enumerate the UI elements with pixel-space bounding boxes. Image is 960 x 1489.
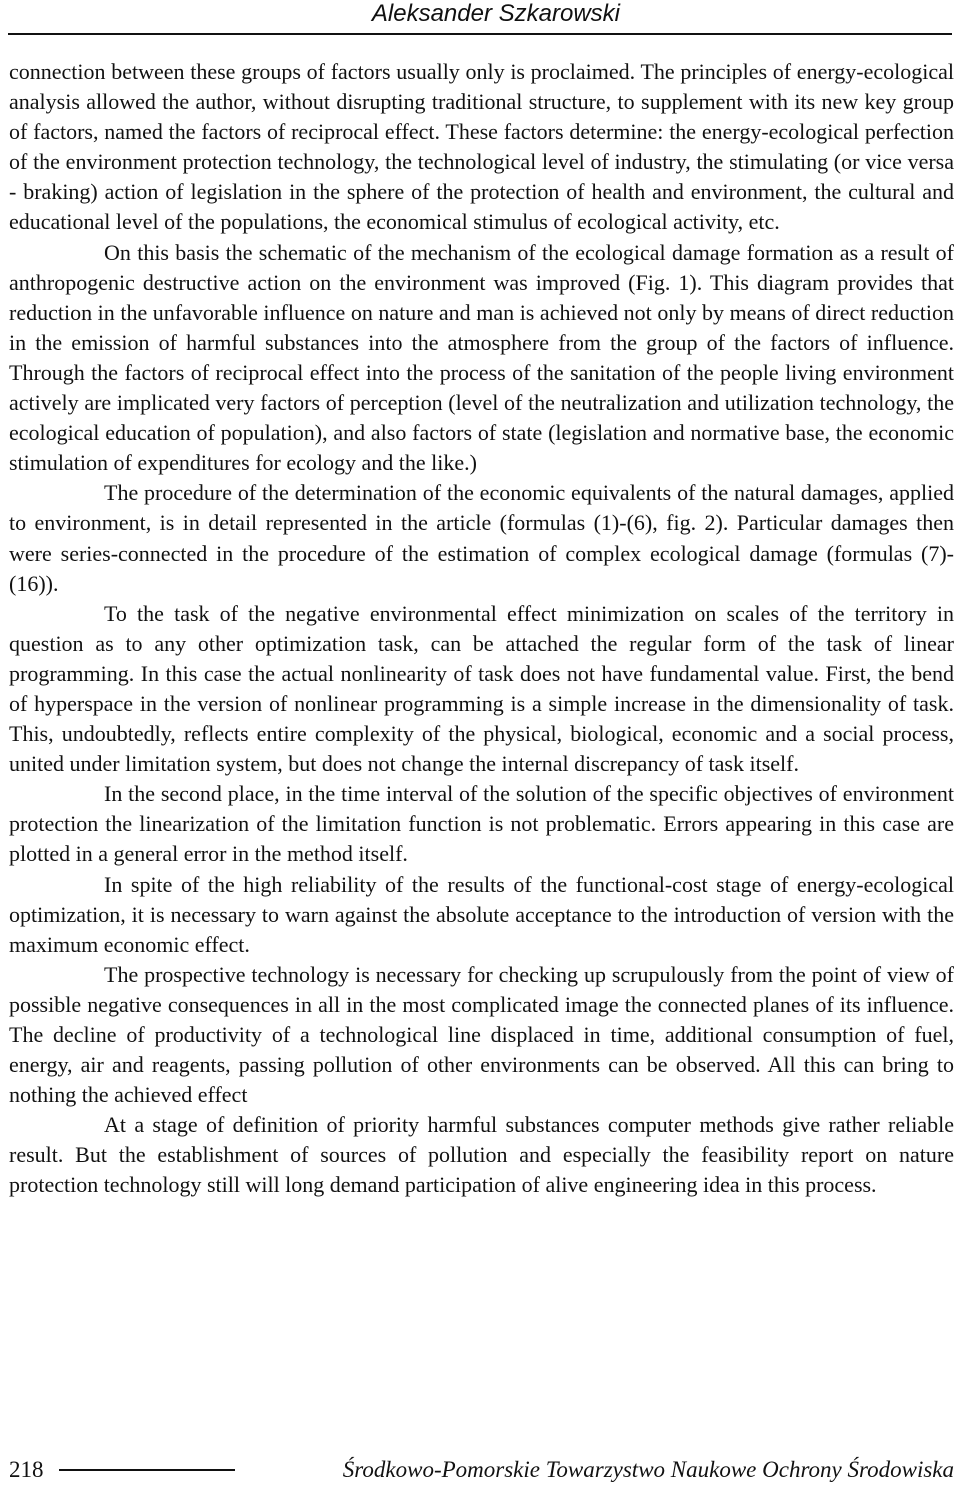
footer-rule — [59, 1469, 235, 1471]
header-rule — [8, 33, 952, 35]
body-text — [9, 57, 954, 1201]
paragraph-4: To the task of the negative environmental effect minimization on scales of the territory in question as to any other optimization task, can be attached the regular form of the task of linear programming. In this case the actual nonlinearity of task does not have fundamental value. First, the bend of hyperspace in the version of nonlinear programming is a simple increase in the dimensionality of task. This, undoubtedly, reflects entire complexity of the physical, biological, economic and a social process, united under limitation system, but does not change the internal discrepancy of task itself. — [9, 600, 954, 777]
paragraph-2: On this basis the schematic of the mechanism of the ecological damage formation as a result of anthropogenic destructive action on the environment was improved (Fig. 1). This diagram provides that reduction in the unfavorable influence on nature and man is achieved not only by means of direct reduction in the emission of harmful substances into the atmosphere from the group of the factors of influence. Through the factors of reciprocal effect into the process of the sanitation of the people living environment actively are implicated very factors of perception (level of the neutralization and utilization technology, the ecological education of population), and also factors of state (legislation and normative base, the economic stimulation of expenditures for ecology and the like.) — [9, 239, 954, 476]
paragraph-7: The prospective technology is necessary for checking up scrupulously from the point of view of possible negative consequences in all in the most complicated image the connected planes of its influence. The decline of productivity of a technological line displaced in time, additional consumption of fuel, energy, air and reagents, passing pollution of other environments can be observed. All this can bring to nothing the achieved effect — [9, 961, 954, 1108]
journal-name: Środkowo-Pomorskie Towarzystwo Naukowe Ochrony Środowiska — [342, 1457, 954, 1482]
paragraph-5: In the second place, in the time interval of the solution of the specific objectives of environment protection the linearization of the limitation function is not problematic. Errors appearing in this case are plotted in a general error in the method itself. — [9, 781, 954, 867]
page-number: 218 — [9, 1457, 44, 1482]
paragraph-6: In spite of the high reliability of the results of the functional-cost stage of energy-ecological optimization, it is necessary to warn against the absolute acceptance to the introduction of version with the maximum economic effect. — [9, 871, 954, 957]
page-footer — [9, 1455, 954, 1485]
running-head: Aleksander Szkarowski — [371, 0, 620, 27]
paragraph-3: The procedure of the determination of the economic equivalents of the natural damages, applied to environment, is in detail represented in the article (formulas (1)-(6), fig. 2). Particular damages then were series-connected in the procedure of the estimation of complex ecological damage (formulas (7)-(16)). — [9, 480, 954, 596]
paragraph-8: At a stage of definition of priority harmful substances computer methods give rather reliable result. But the establishment of sources of pollution and especially the feasibility report on nature protection technology still will long demand participation of alive engineering idea in this process. — [9, 1112, 954, 1198]
paragraph-1: connection between these groups of factors usually only is proclaimed. The principles of energy-ecological analysis allowed the author, without disrupting traditional structure, to supplement with its new key group of factors, named the factors of reciprocal effect. These factors determine: the energy-ecological perfection of the environment protection technology, the technological level of industry, the stimulating (or vice versa - braking) action of legislation in the sphere of the protection of health and environment, the cultural and educational level of the populations, the economical stimulus of ecological activity, etc. — [9, 59, 954, 235]
